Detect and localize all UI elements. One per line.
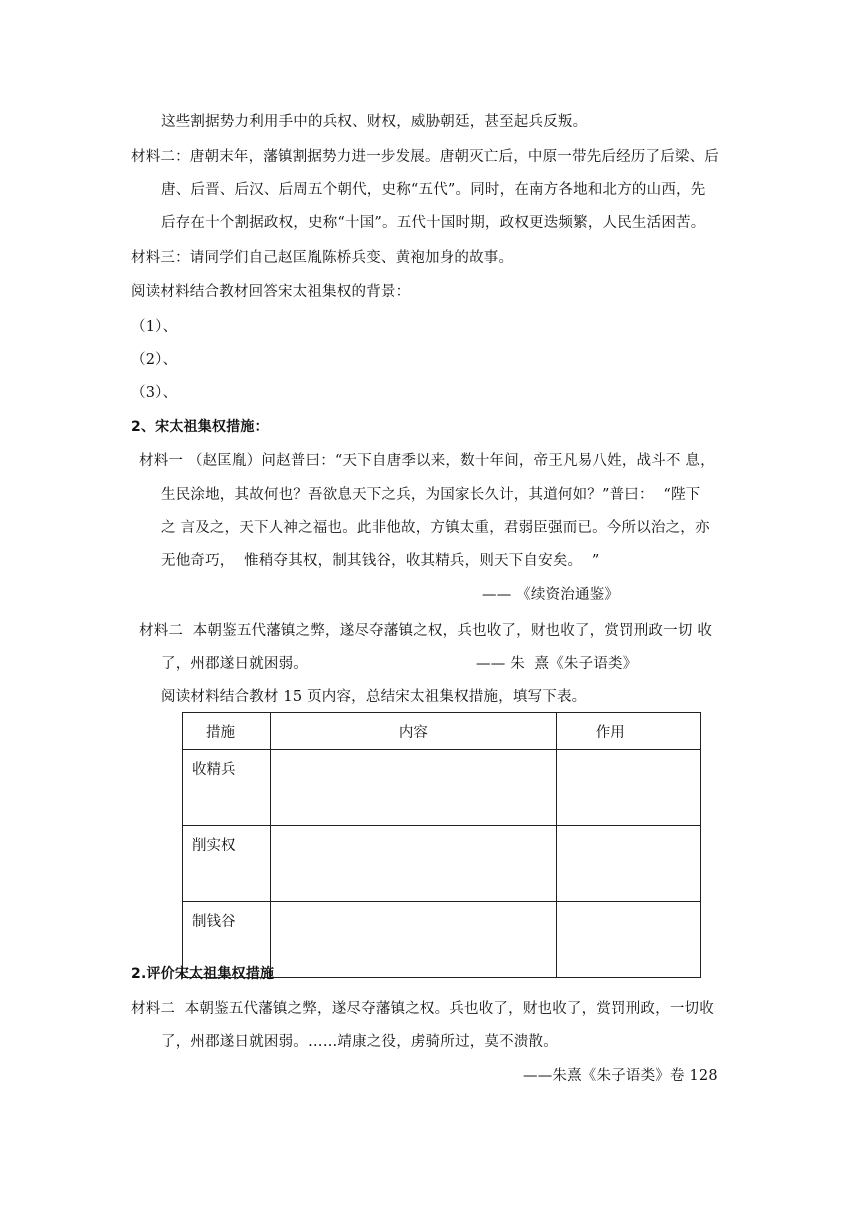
line-11: 材料一 （赵匡胤）问赵普曰：“天下自唐季以来，数十年间，帝王凡易八姓，战斗不 息， xyxy=(139,453,715,469)
effect-cell[interactable] xyxy=(556,750,700,826)
section-heading-measures: 2、宋太祖集权措施： xyxy=(131,419,269,435)
table-row xyxy=(183,826,701,902)
line-13: 之 言及之，天下人神之福也。此非他故，方镇太重，君弱臣强而已。今所以治之，亦 xyxy=(161,520,710,536)
section-heading-evaluation: 2.评价宋太祖集权措施 xyxy=(131,966,275,982)
line-1: 这些割据势力利用手中的兵权、财权，威胁朝廷，甚至起兵反叛。 xyxy=(161,114,588,130)
line-3: 唐、后晋、后汉、后周五个朝代，史称“五代”。同时，在南方各地和北方的山西，先 xyxy=(161,182,706,198)
effect-cell[interactable] xyxy=(556,826,700,902)
answer-blank-1: （1）、 xyxy=(131,319,178,335)
table-header-row xyxy=(183,713,701,750)
effect-cell[interactable] xyxy=(556,902,700,978)
line-5: 材料三：请同学们自己赵匡胤陈桥兵变、黄袍加身的故事。 xyxy=(131,250,514,266)
line-17: 了，州郡遂日就困弱。 xyxy=(161,656,308,672)
line-22: 了，州郡遂日就困弱。……靖康之役，虏骑所过，莫不溃散。 xyxy=(161,1034,558,1050)
header-effect: 作用 xyxy=(556,713,700,750)
source-citation-2: —— 朱 熹《朱子语类》 xyxy=(476,656,638,672)
content-cell[interactable] xyxy=(271,826,557,902)
line-21: 材料二 本朝鉴五代藩镇之弊，遂尽夺藩镇之权。兵也收了，财也收了，赏罚刑政，一切收 xyxy=(131,1001,714,1017)
table-row xyxy=(183,750,701,826)
header-measure: 措施 xyxy=(183,713,271,750)
measure-cell: 制钱谷 xyxy=(183,902,271,978)
measure-cell: 收精兵 xyxy=(183,750,271,826)
line-16: 材料二 本朝鉴五代藩镇之弊，遂尽夺藩镇之权，兵也收了，财也收了，赏罚刑政一切 收 xyxy=(139,623,713,639)
content-cell[interactable] xyxy=(271,902,557,978)
content-cell[interactable] xyxy=(271,750,557,826)
answer-blank-3: （3）、 xyxy=(131,385,178,401)
line-4: 后存在十个割据政权，史称“十国”。五代十国时期，政权更迭频繁，人民生活困苦。 xyxy=(161,215,706,231)
measure-cell: 削实权 xyxy=(183,826,271,902)
line-14: 无他奇巧， 惟稍夺其权，制其钱谷，收其精兵，则天下自安矣。 ” xyxy=(161,553,600,569)
line-12: 生民涂地，其故何也？吾欲息天下之兵，为国家长久计，其道何如？”普曰： “陛下 xyxy=(161,487,701,503)
line-19: 阅读材料结合教材 15 页内容，总结宋太祖集权措施，填写下表。 xyxy=(161,689,587,705)
header-content: 内容 xyxy=(271,713,557,750)
measures-table xyxy=(182,712,701,978)
answer-blank-2: （2）、 xyxy=(131,352,178,368)
line-6: 阅读材料结合教材回答宋太祖集权的背景： xyxy=(131,284,411,300)
source-citation-1: —— 《续资治通鉴》 xyxy=(482,587,620,603)
source-citation-3: ——朱熹《朱子语类》卷 128 xyxy=(523,1068,718,1084)
line-2: 材料二：唐朝末年，藩镇割据势力进一步发展。唐朝灭亡后，中原一带先后经历了后梁、后 xyxy=(131,149,719,165)
